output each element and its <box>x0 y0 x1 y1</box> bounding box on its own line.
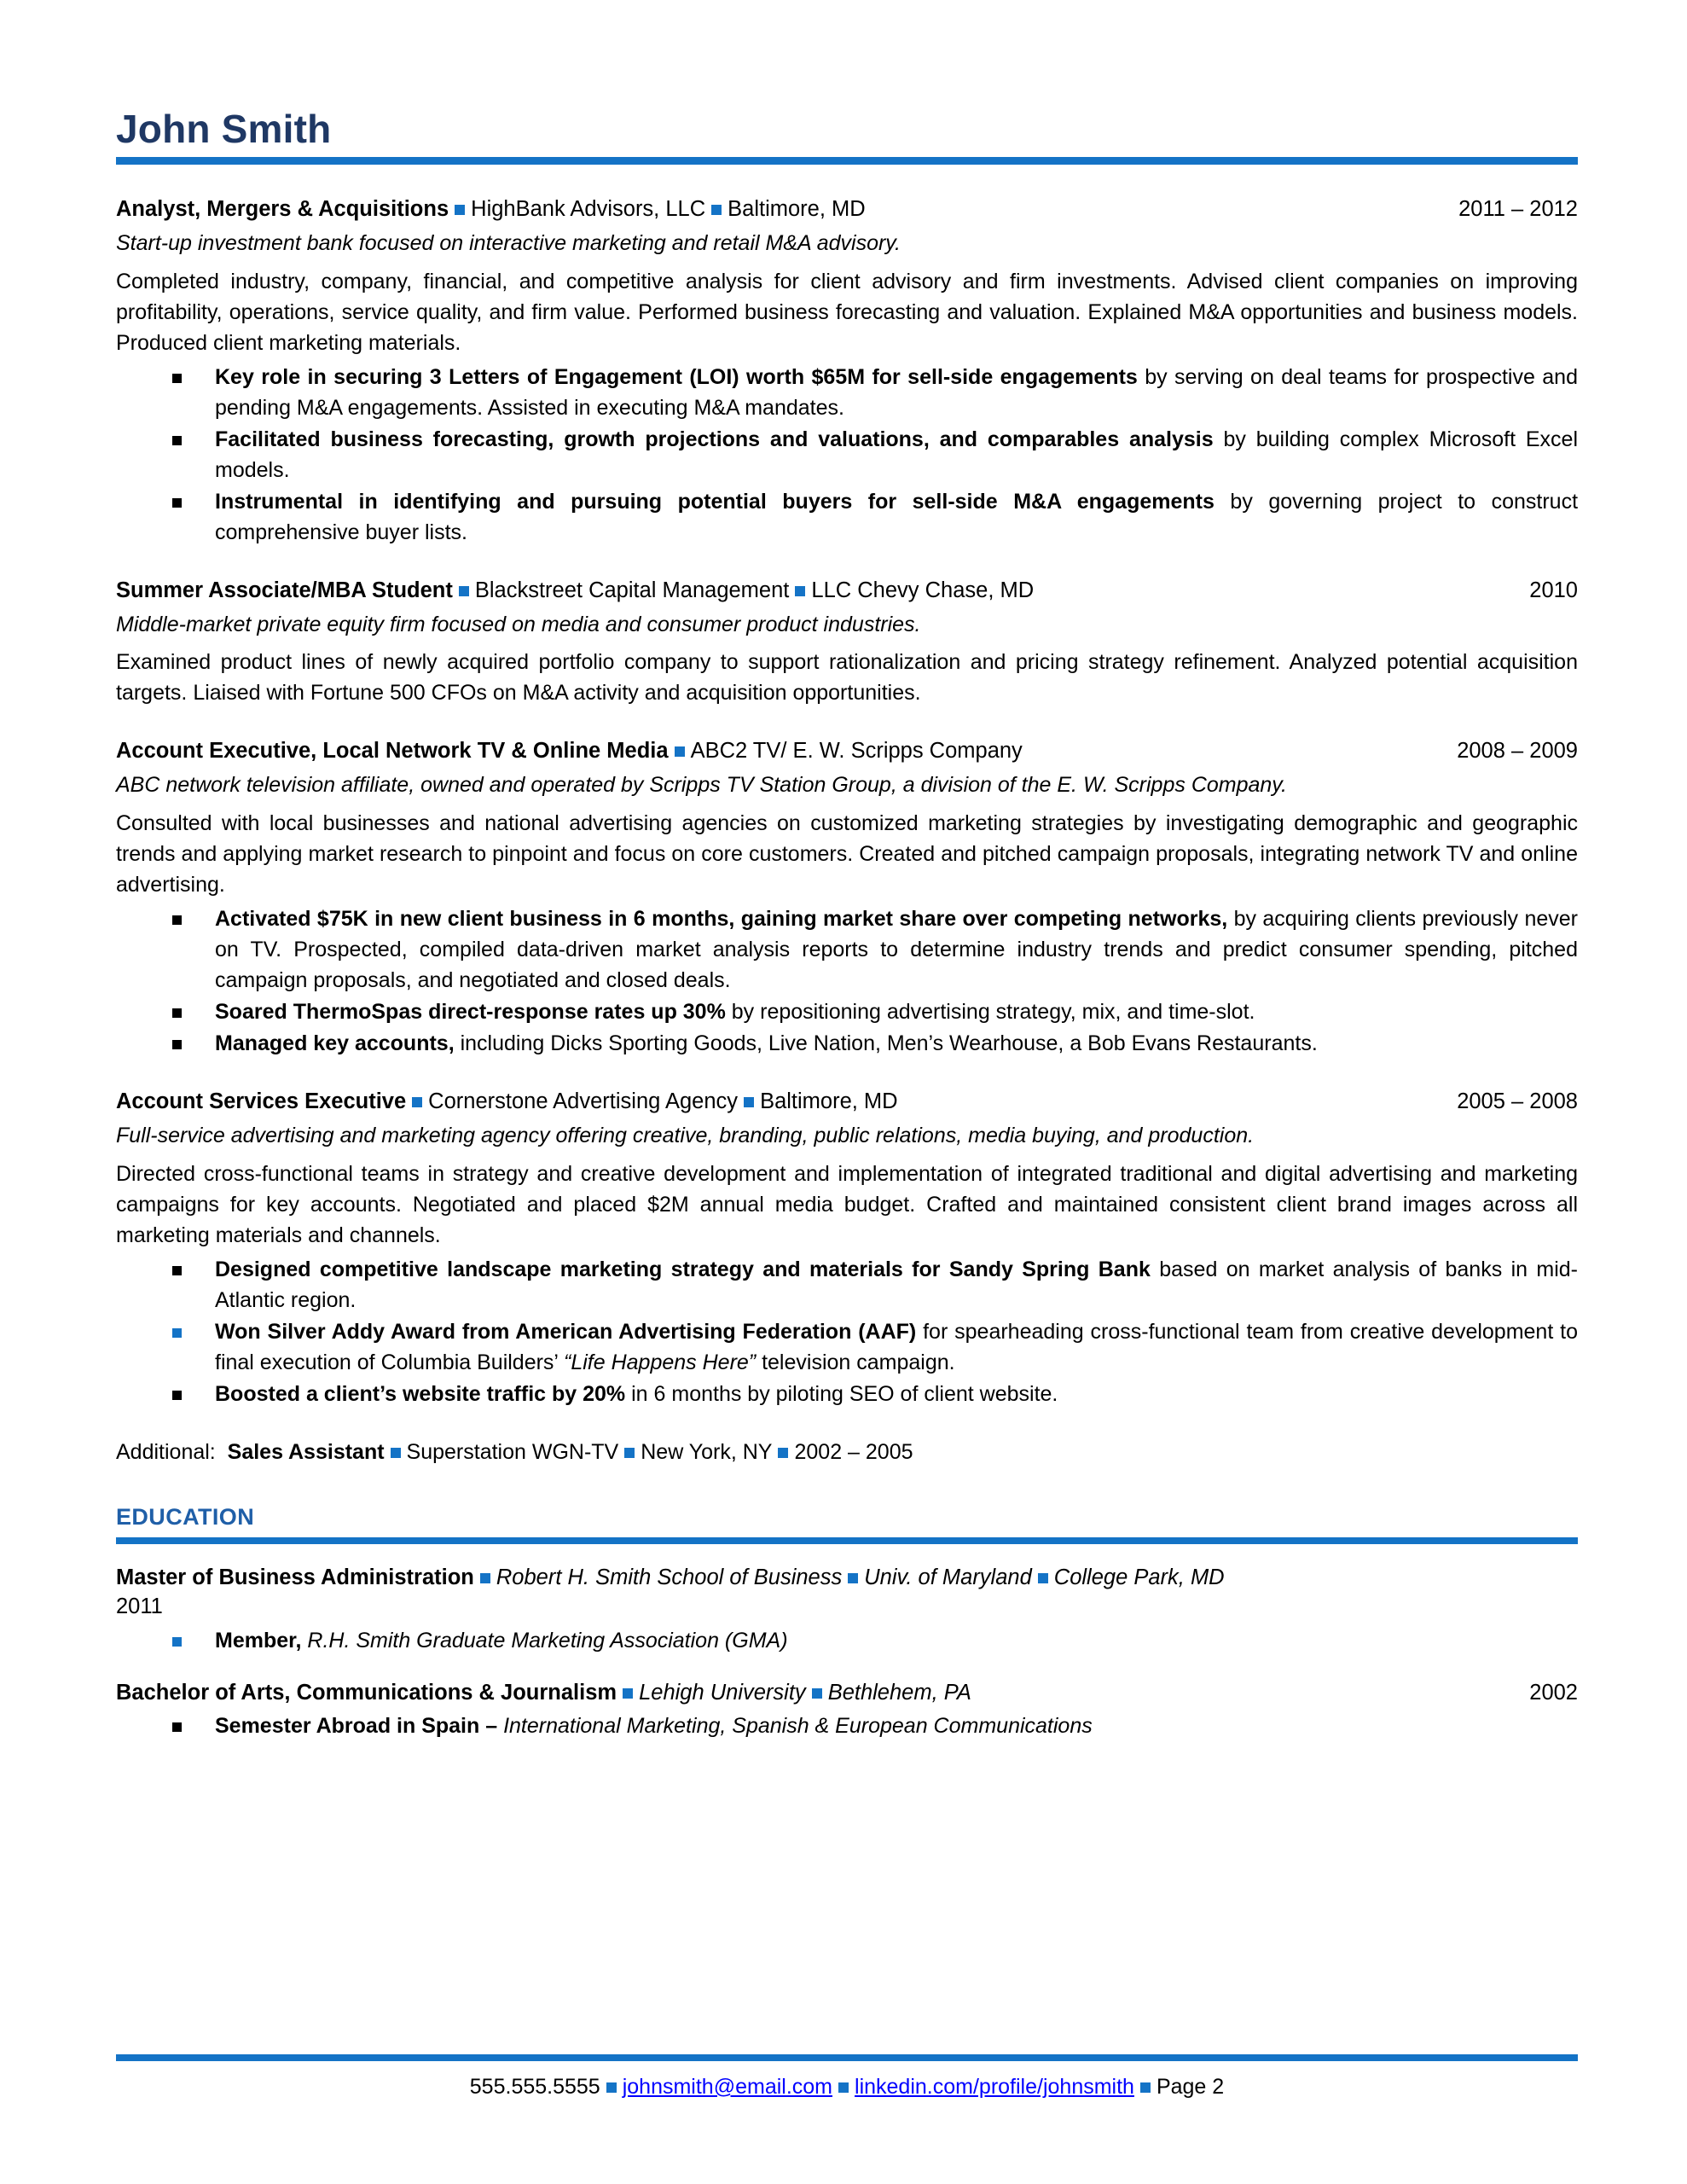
experience-entry-heading-left <box>116 577 1529 605</box>
job-title: Account Services Executive <box>116 1089 407 1113</box>
page-title: John Smith <box>116 107 332 151</box>
education-section <box>116 1504 1578 1740</box>
bullet-highlight: Instrumental in identifying and pursuing potential buyers for sell-side M&A engagements <box>215 489 1215 514</box>
experience-entry-header <box>116 195 1578 224</box>
bullet-text: television campaign. <box>756 1350 955 1374</box>
job-tagline: Full-service advertising and marketing agency offering creative, branding, public relations, media buying, and production. <box>116 1124 1255 1148</box>
list-item <box>172 1379 1578 1409</box>
education-year: 2002 <box>1529 1680 1578 1705</box>
bullet-highlight: Soared ThermoSpas direct-response rates up 30% <box>215 999 726 1024</box>
additional-experience-line <box>116 1438 1578 1467</box>
bullet-text: including Dicks Sporting Goods, Live Nation, Men’s Wearhouse, a Bob Evans Restaurants. <box>454 1031 1318 1055</box>
job-tagline: ABC network television affiliate, owned and operated by Scripps TV Station Group, a division of the E. W. Scripps Company. <box>116 773 1287 798</box>
degree-name: Master of Business Administration <box>116 1565 474 1590</box>
list-item <box>172 903 1578 996</box>
education-heading-left <box>116 1563 1578 1592</box>
bullet-square-icon <box>744 1097 754 1107</box>
bullet-square-icon <box>711 205 722 215</box>
page-footer <box>116 2054 1578 2101</box>
job-organization: Cornerstone Advertising Agency <box>428 1089 739 1113</box>
experience-entry-heading-left <box>116 195 1458 224</box>
job-achievement-list <box>116 903 1578 1059</box>
bullet-square-icon <box>623 1688 633 1699</box>
additional-title: Sales Assistant <box>227 1439 385 1464</box>
education-heading-left <box>116 1678 1529 1707</box>
job-dates: 2008 – 2009 <box>1457 739 1578 764</box>
footer-page-number: Page 2 <box>1156 2075 1225 2099</box>
job-description: Completed industry, company, financial, and competitive analysis for client advisory and firm investments. Advised client companies on improving profitability, operations, service quality, and firm value. Performed business forecasting and valuation. Explained M&A opportunities and business models. Produced client marketing materials. <box>116 269 1578 355</box>
bullet-square-icon <box>412 1097 422 1107</box>
list-item <box>172 1625 1578 1656</box>
section-title-education: EDUCATION <box>116 1504 255 1531</box>
experience-entry-header <box>116 577 1578 605</box>
list-item <box>172 362 1578 423</box>
bullet-text: R.H. Smith Graduate Marketing Association (GMA) <box>301 1628 788 1653</box>
footer-contact-line <box>116 2073 1578 2101</box>
bullet-text: for spearheading cross-functional team from creative development to final execution of Columbia Builders’ <box>215 1319 1578 1374</box>
bullet-square-icon <box>391 1448 401 1458</box>
header-divider <box>116 157 1578 165</box>
bullet-text: in 6 months by piloting SEO of client website. <box>625 1381 1058 1406</box>
job-description: Consulted with local businesses and national advertising agencies on customized marketing strategies by investigating demographic and geographic trends and applying market research to pinpoint and focus on core customers. Created and pitched campaign proposals, integrating network TV and online advertising. <box>116 810 1578 897</box>
list-item <box>172 996 1578 1027</box>
bullet-highlight: Boosted a client’s website traffic by 20% <box>215 1381 626 1406</box>
experience-entry <box>116 195 1578 548</box>
bullet-highlight: Member, <box>215 1628 302 1653</box>
school-name: Robert H. Smith School of Business <box>496 1565 843 1590</box>
footer-divider <box>116 2054 1578 2061</box>
bullet-square-icon <box>172 374 182 383</box>
bullet-highlight: Key role in securing 3 Letters of Engagement (LOI) worth $65M for sell-side engagements <box>215 364 1138 389</box>
bullet-square-icon <box>172 1328 182 1338</box>
bullet-square-icon <box>1038 1573 1048 1583</box>
bullet-quote: “Life Happens Here” <box>564 1350 757 1374</box>
bullet-square-icon <box>172 1391 182 1400</box>
list-item <box>172 1254 1578 1316</box>
job-achievement-list <box>116 362 1578 548</box>
bullet-square-icon <box>606 2082 617 2093</box>
job-organization: ABC2 TV/ E. W. Scripps Company <box>690 739 1023 764</box>
resume-content <box>116 109 1578 1763</box>
bullet-square-icon <box>172 498 182 508</box>
bullet-square-icon <box>455 205 465 215</box>
experience-section <box>116 195 1578 1409</box>
bullet-highlight: Managed key accounts, <box>215 1031 455 1055</box>
bullet-square-icon <box>848 1573 858 1583</box>
bullet-square-icon <box>624 1448 635 1458</box>
job-tagline: Start-up investment bank focused on interactive marketing and retail M&A advisory. <box>116 231 901 256</box>
bullet-highlight: Designed competitive landscape marketing strategy and materials for Sandy Spring Bank <box>215 1257 1151 1281</box>
list-item <box>172 1711 1578 1741</box>
list-item <box>172 1316 1578 1378</box>
bullet-square-icon <box>812 1688 822 1699</box>
additional-org1: Superstation WGN-TV <box>406 1439 619 1464</box>
bullet-square-icon <box>172 1722 182 1732</box>
list-item <box>172 1028 1578 1059</box>
footer-linkedin-link[interactable]: linkedin.com/profile/johnsmith <box>855 2075 1134 2099</box>
bullet-square-icon <box>172 1008 182 1018</box>
experience-entry-heading-left <box>116 737 1457 765</box>
education-entries <box>116 1563 1578 1740</box>
bullet-highlight: Facilitated business forecasting, growth projections and valuations, and comparables analysis <box>215 427 1214 451</box>
bullet-square-icon <box>172 1637 182 1647</box>
bullet-text: by serving on deal teams for prospective and pending M&A engagements. Assisted in executing M&A mandates. <box>215 364 1578 420</box>
bullet-text: based on market analysis of banks in mid-Atlantic region. <box>215 1257 1578 1312</box>
education-detail-list <box>116 1625 1578 1656</box>
education-detail-list <box>116 1711 1578 1741</box>
bullet-text: by repositioning advertising strategy, mix, and time-slot. <box>725 999 1255 1024</box>
education-entry-header <box>116 1678 1578 1707</box>
additional-org2: New York, NY <box>641 1439 773 1464</box>
list-item <box>172 486 1578 548</box>
bullet-text: by acquiring clients previously never on TV. Prospected, compiled data-driven market analysis reports to determine industry trends and predict consumer spending, pitched campaign proposals, and negotiated and closed deals. <box>215 906 1578 992</box>
job-tagline: Middle-market private equity firm focused on media and consumer product industries. <box>116 612 921 636</box>
school-name: Lehigh University <box>639 1680 806 1705</box>
experience-entry <box>116 737 1578 1059</box>
bullet-square-icon <box>778 1448 788 1458</box>
job-dates: 2011 – 2012 <box>1458 197 1578 221</box>
bullet-highlight: Semester Abroad in Spain – <box>215 1713 498 1738</box>
education-entry <box>116 1563 1578 1655</box>
education-entry <box>116 1678 1578 1741</box>
degree-name: Bachelor of Arts, Communications & Journalism <box>116 1680 617 1705</box>
bullet-highlight: Won Silver Addy Award from American Advertising Federation (AAF) <box>215 1319 917 1344</box>
job-title: Analyst, Mergers & Acquisitions <box>116 197 449 221</box>
job-organization: Blackstreet Capital Management <box>474 578 790 602</box>
bullet-highlight: Activated $75K in new client business in 6 months, gaining market share over competing networks, <box>215 906 1228 931</box>
job-dates: 2005 – 2008 <box>1457 1089 1578 1113</box>
education-year: 2011 <box>116 1594 163 1619</box>
bullet-square-icon <box>172 436 182 445</box>
bullet-text: International Marketing, Spanish & European Communications <box>497 1713 1093 1738</box>
school-detail: Bethlehem, PA <box>827 1680 971 1705</box>
job-organization: HighBank Advisors, LLC <box>471 197 706 221</box>
experience-entry <box>116 1088 1578 1409</box>
job-location: LLC Chevy Chase, MD <box>811 578 1035 602</box>
experience-entry-header <box>116 1088 1578 1116</box>
footer-email-link[interactable]: johnsmith@email.com <box>622 2075 833 2099</box>
bullet-square-icon <box>838 2082 849 2093</box>
bullet-text: by governing project to construct comprehensive buyer lists. <box>215 489 1579 544</box>
education-divider <box>116 1537 1578 1544</box>
bullet-square-icon <box>172 1040 182 1049</box>
experience-entry-heading-left <box>116 1088 1457 1116</box>
bullet-text: by building complex Microsoft Excel models. <box>215 427 1578 482</box>
experience-entry <box>116 577 1578 709</box>
bullet-square-icon <box>1140 2082 1151 2093</box>
job-title: Summer Associate/MBA Student <box>116 578 453 602</box>
list-item <box>172 424 1578 485</box>
education-entry-header <box>116 1563 1578 1592</box>
school-location: College Park, MD <box>1053 1565 1225 1590</box>
bullet-square-icon <box>172 1266 182 1275</box>
additional-label: Additional: <box>116 1439 216 1464</box>
job-achievement-list <box>116 1254 1578 1409</box>
job-description: Directed cross-functional teams in strategy and creative development and implementation of integrated traditional and digital advertising and marketing campaigns for key accounts. Negotiated and placed $2M annual media budget. Crafted and maintained consistent client brand images across all marketing materials and channels. <box>116 1161 1578 1247</box>
bullet-square-icon <box>459 586 469 596</box>
job-location: Baltimore, MD <box>728 197 866 221</box>
bullet-square-icon <box>795 586 805 596</box>
job-location: Baltimore, MD <box>760 1089 898 1113</box>
school-detail: Univ. of Maryland <box>864 1565 1032 1590</box>
experience-entry-header <box>116 737 1578 765</box>
bullet-square-icon <box>172 915 182 925</box>
bullet-square-icon <box>480 1573 490 1583</box>
bullet-square-icon <box>675 746 685 757</box>
job-title: Account Executive, Local Network TV & Online Media <box>116 739 669 764</box>
job-dates: 2010 <box>1529 578 1578 602</box>
job-description: Examined product lines of newly acquired portfolio company to support rationalization and pricing strategy refinement. Analyzed potential acquisition targets. Liaised with Fortune 500 CFOs on M&A activity and acquisition opportunities. <box>116 650 1578 706</box>
additional-dates: 2002 – 2005 <box>794 1439 913 1464</box>
footer-phone: 555.555.5555 <box>469 2075 600 2099</box>
